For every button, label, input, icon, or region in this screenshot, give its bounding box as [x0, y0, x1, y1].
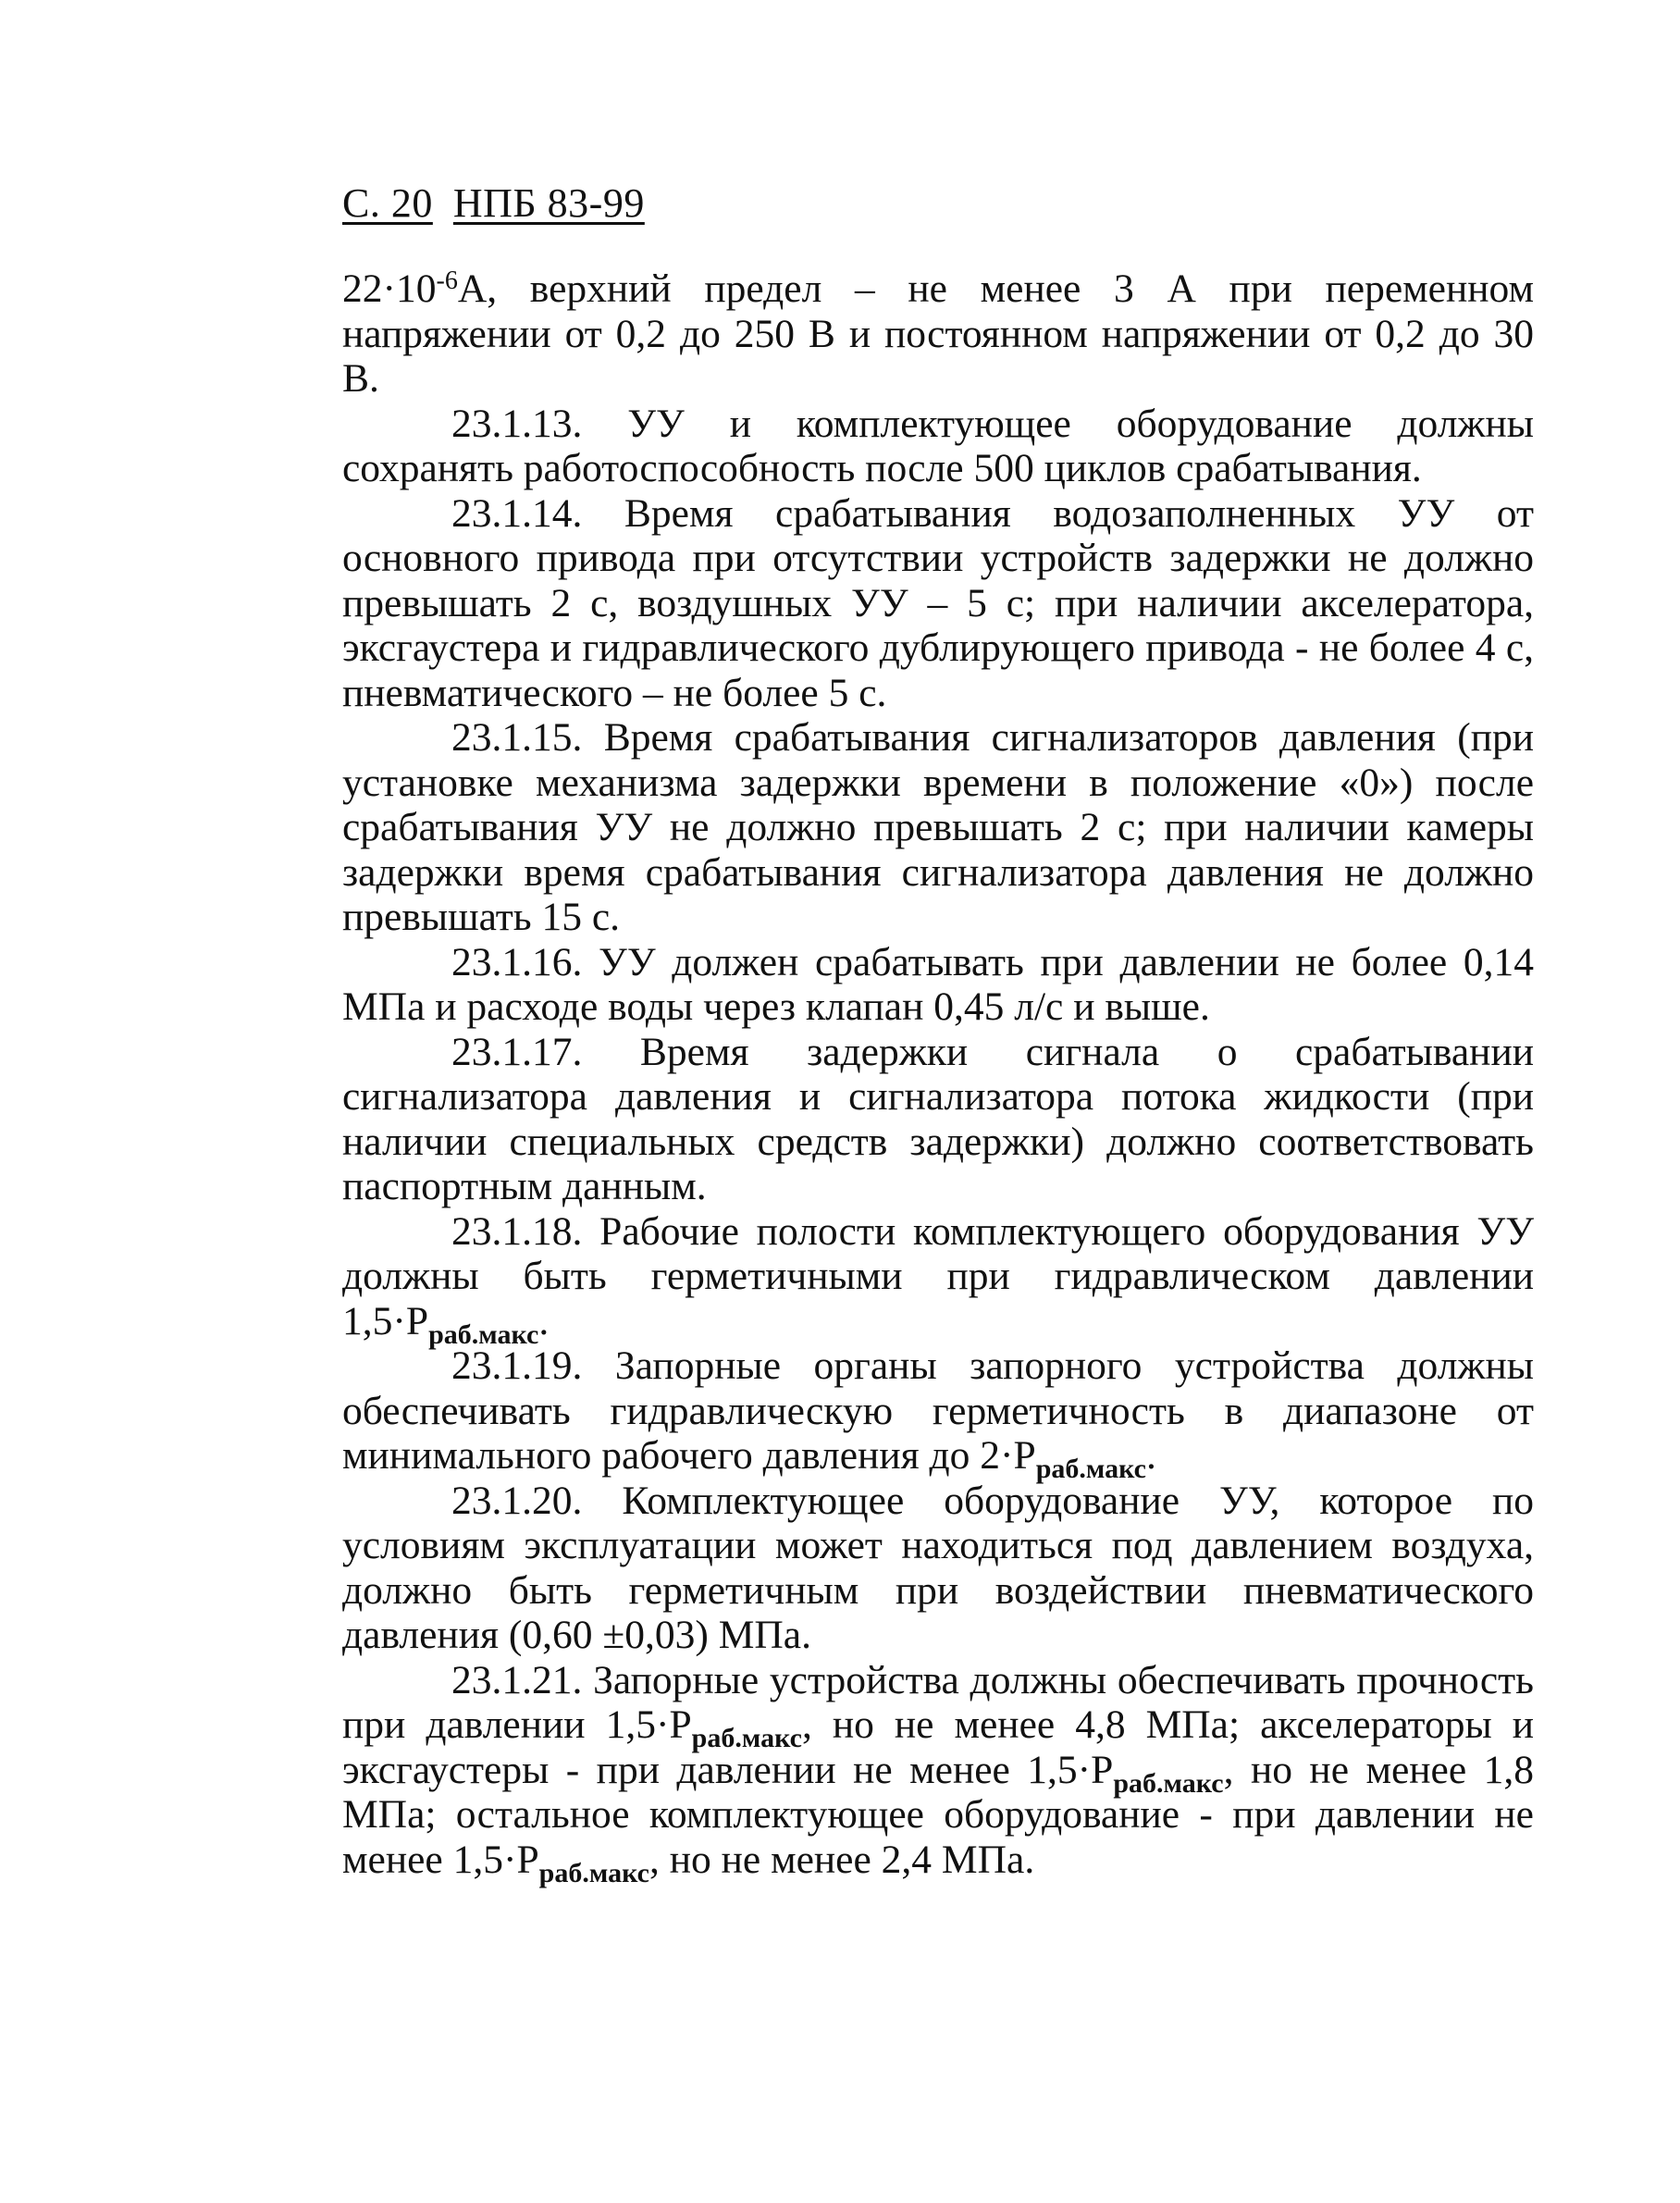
clause-number: 23.1.17.: [451, 1029, 583, 1074]
paragraph: [342, 1343, 1534, 1484]
subscript: раб.макс: [1035, 1454, 1146, 1484]
paragraph: [342, 1030, 1534, 1209]
clause-number: 23.1.19.: [451, 1343, 583, 1388]
text-run: Запорные органы запорного устройства должны обеспечивать гидравлическую герметичность в диапазоне от минимального рабочего давления до 2·Р: [342, 1343, 1534, 1478]
paragraph: [342, 266, 1534, 402]
paragraph: [342, 402, 1534, 491]
text-run: , но не менее 4,8 МПа; акселераторы и эксгаустеры - при давлении не менее 1,5·Р: [342, 1702, 1534, 1792]
page-number: С. 20: [342, 180, 433, 226]
text-run: Комплектующее оборудование УУ, которое по условиям эксплуатации может находиться под давлением воздуха, должно быть герметичным при воздействии пневматического давления (0,60 ±0,03) МПа.: [342, 1478, 1535, 1657]
clause-number: 23.1.14.: [451, 490, 583, 536]
subscript: раб.макс: [691, 1723, 802, 1753]
superscript: -6: [436, 266, 458, 295]
clause-number: 23.1.16.: [451, 939, 583, 984]
paragraph: [342, 940, 1534, 1030]
clause-number: 23.1.18.: [451, 1208, 583, 1254]
text-run: Время срабатывания сигнализаторов давления (при установке механизма задержки времени в положение «0») после срабатывания УУ не должно превышать 2 с; при наличии камеры задержки время срабатывания сигнализатора давления не должно превышать 15 с.: [342, 715, 1535, 939]
subscript: раб.макс: [1113, 1767, 1224, 1799]
clause-number: 23.1.21.: [451, 1657, 583, 1702]
text-run: 22·10: [342, 266, 437, 311]
clause-number: 23.1.13.: [451, 401, 583, 446]
clause-number: 23.1.20.: [451, 1478, 583, 1523]
text-run: .: [538, 1298, 550, 1343]
text-run: Запорные устройства должны обеспечивать прочность при давлении 1,5·Р: [342, 1657, 1534, 1747]
paragraph: [342, 1208, 1534, 1350]
text-run: Время задержки сигнала о срабатывании сигнализатора давления и сигнализатора потока жидкости (при наличии специальных средств задержки) должно соответствовать паспортным данным.: [342, 1029, 1535, 1208]
text-run: , но не менее 2,4 МПа.: [649, 1837, 1035, 1882]
paragraph: [342, 1479, 1534, 1658]
text-run: Время срабатывания водозаполненных УУ от основного привода при отсутствии устройств задержки не должно превышать 2 с, воздушных УУ – 5 с; при наличии акселератора, эксгаустера и гидравлического дублирующего привода - не более 4 с, пневматического – не более 5 с.: [342, 490, 1534, 715]
page-header: [342, 179, 665, 228]
subscript: раб.макс: [428, 1318, 539, 1350]
paragraph: [342, 715, 1534, 940]
paragraph: [342, 491, 1534, 716]
text-run: Рабочие полости комплектующего оборудования УУ должны быть герметичными при гидравлическом давлении 1,5·Р: [342, 1208, 1534, 1343]
clause-number: 23.1.15.: [451, 715, 583, 760]
body-text: [342, 266, 1535, 1888]
document-code: НПБ 83-99: [452, 180, 645, 226]
text-run: А, верхний предел – не менее 3 А при переменном напряжении от 0,2 до 250 В и постоянном напряжении от 0,2 до 30 В.: [342, 266, 1534, 401]
text-run: УУ должен срабатывать при давлении не более 0,14 МПа и расходе воды через клапан 0,45 л/с и выше.: [342, 939, 1534, 1029]
subscript: раб.макс: [538, 1857, 649, 1888]
text-run: , но не менее 1,8 МПа; остальное комплектующее оборудование - при давлении не менее 1,5·Р: [342, 1747, 1534, 1882]
paragraph: [342, 1657, 1534, 1888]
text-run: .: [1145, 1433, 1156, 1478]
text-run: УУ и комплектующее оборудование должны сохранять работоспособность после 500 циклов срабатывания.: [342, 401, 1534, 490]
